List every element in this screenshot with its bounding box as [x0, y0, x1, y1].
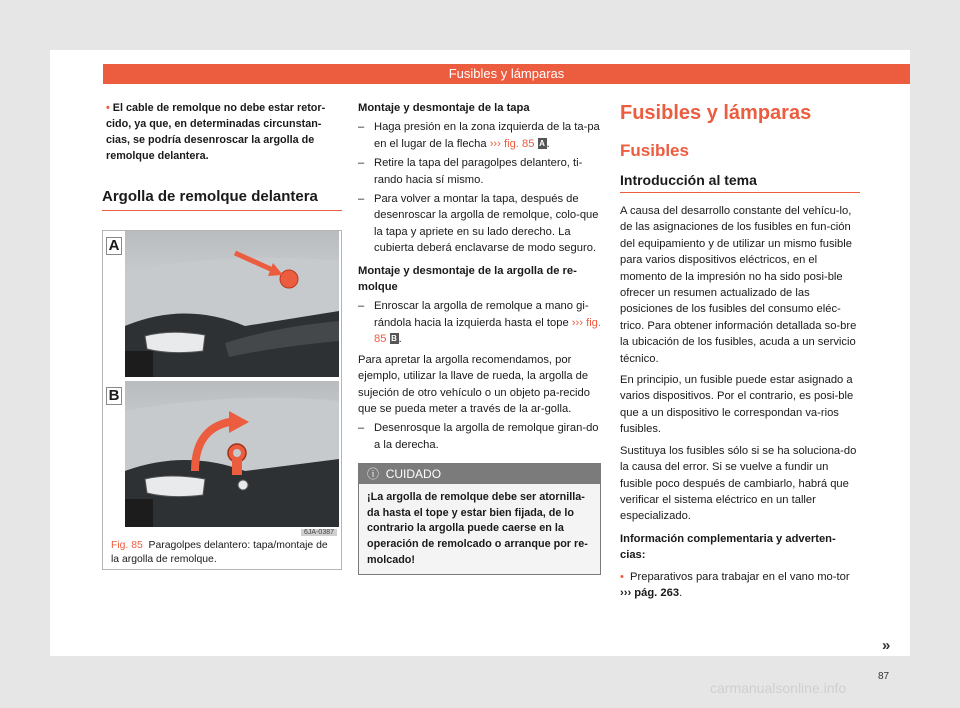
intro-paragraph-1: A causa del desarrollo constante del vehícu-lo, de las asignaciones de los fusibles en fun-ción del equipamiento y de utilizar un mismo fusible para varios dispositivos eléctricos, en el momento de la impresión no ha sido posi-ble ofrecer un resumen actualizado de las posiciones de los fusibles del consumo eléc-trico. Para obtener información detallada so-bre la ubicación de los fusibles, acuda a un servicio técnico. [620, 205, 857, 365]
figure-code: 6JA-0387 [301, 529, 337, 536]
column-right [620, 100, 860, 606]
page-number: 87 [878, 671, 890, 682]
chapter-title: Fusibles y lámparas [620, 102, 812, 124]
caution-text: ¡La argolla de remolque debe ser atornilla-da hasta el tope y estar bien fijada, de lo contrario la argolla puede caerse en la operación de remolcado o arranque por re-molcado! [359, 484, 600, 574]
bullet-dot-icon: • [620, 570, 624, 583]
bumper-cover-illustration [125, 231, 339, 377]
subheading-cover: Montaje y desmontaje de la tapa [358, 102, 530, 114]
figure-label-b: B [106, 387, 122, 405]
info-bullet-text: Preparativos para trabajar en el vano mo-tor [630, 570, 850, 583]
towing-note-text: El cable de remolque no debe estar retor-cido, ya que, en determinadas circunstan-cias, se podría desenroscar la argolla de remolque delantera. [106, 102, 326, 162]
figure-85 [102, 230, 342, 570]
watermark: carmanualsonline.info [710, 680, 847, 696]
intro-paragraph-2: En principio, un fusible puede estar asignado a varios dispositivos. Por el contrario, es posi-ble que a un dispositivo le correspondan va-rios fusibles. [620, 374, 854, 436]
towing-note [102, 100, 342, 164]
step-remove-cover: – Retire la tapa del paragolpes delantero, ti-rando hacia sí mismo. [358, 155, 601, 188]
intro-paragraph-3: Sustituya los fusibles sólo si se ha soluciona-do la causa del error. Si se vuelve a fundir un fusible poco después de cambiarlo, habrá que verificar el sistema eléctrico en un taller especializado. [620, 444, 857, 523]
figure-caption [111, 539, 337, 567]
tighten-paragraph: Para apretar la argolla recomendamos, por ejemplo, utilizar la llave de rueda, la argolla de sujeción de otro vehículo o un objeto pa-recido que se pueda meter a través de la ar-golla. [358, 353, 590, 415]
info-bullet [620, 569, 860, 602]
figure-caption-text: Paragolpes delantero: tapa/montaje de la argolla de remolque. [111, 540, 328, 565]
page-link-263[interactable]: ››› pág. 263 [620, 586, 680, 599]
intro-heading: Introducción al tema [620, 172, 860, 193]
figure-panel-a [125, 231, 339, 377]
figure-letter-a: A [539, 138, 545, 148]
caution-header [359, 464, 600, 484]
caution-icon: ⓘ [367, 467, 380, 482]
step-press-cover-text: Haga presión en la zona izquierda de la ta-pa en el lugar de la flecha [374, 121, 600, 150]
column-left [102, 100, 342, 211]
caution-title: CUIDADO [385, 467, 442, 482]
figure-panel-b [125, 381, 339, 527]
section-title-tow-eye: Argolla de remolque delantera [102, 188, 342, 211]
step-screw-tow-eye-text: Enroscar la argolla de remolque a mano gi-rándola hacia la izquierda hasta el tope [374, 300, 589, 329]
section-title-fuses: Fusibles [620, 141, 689, 160]
caution-box [358, 463, 601, 575]
subheading-tow-eye: Montaje y desmontaje de la argolla de re-molque [358, 264, 577, 294]
figure-link-b[interactable]: ››› fig. 85 [374, 316, 602, 346]
column-middle [358, 100, 601, 575]
figure-letter-b: B [391, 334, 397, 344]
step-screw-tow-eye: – Enroscar la argolla de remolque a mano gi-rándola hacia la izquierda hasta el tope ››› fig. 85 B . [358, 298, 601, 347]
chapter-header: Fusibles y lámparas [103, 64, 910, 84]
manual-page [50, 50, 910, 682]
step-unscrew-tow-eye: – Desenrosque la argolla de remolque giran-do a la derecha. [358, 420, 601, 453]
step-press-cover: – Haga presión en la zona izquierda de la ta-pa en el lugar de la flecha ››› fig. 85 A . [358, 119, 601, 152]
bullet-dot-icon: • [106, 102, 110, 114]
info-bullet-end: . [679, 586, 683, 599]
info-heading: Información complementaria y adverten-cias: [620, 532, 836, 562]
tow-eye-illustration [125, 381, 339, 527]
figure-link-a[interactable]: ››› fig. 85 [489, 137, 535, 150]
figure-caption-ref: Fig. 85 [111, 540, 143, 551]
step-refit-cover: – Para volver a montar la tapa, después de desenroscar la argolla de remolque, colo-que la tapa y apriete en su lado derecho. La cubierta deberá enclavarse de modo seguro. [358, 191, 601, 257]
continue-icon: » [882, 637, 891, 654]
figure-label-a: A [106, 237, 122, 255]
